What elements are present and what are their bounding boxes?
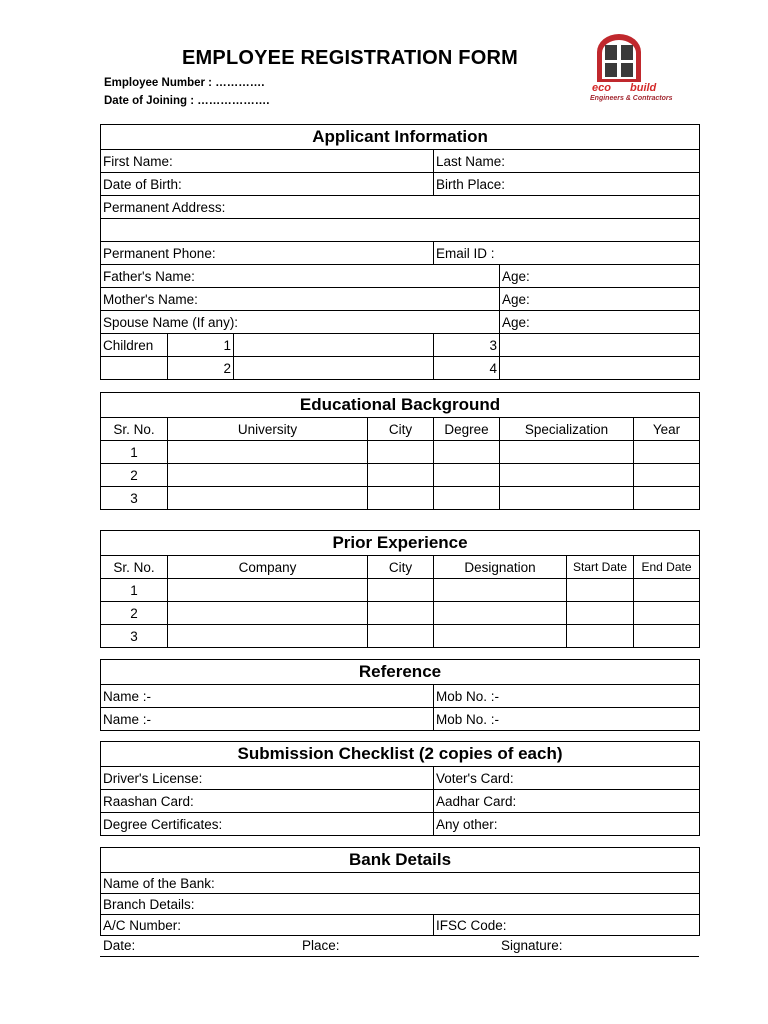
place-field[interactable]: Place: [302,938,340,953]
row-number: 3 [101,487,168,510]
table-cell[interactable] [567,602,634,625]
experience-heading: Prior Experience [101,531,700,556]
table-cell[interactable] [567,579,634,602]
bank-name-field[interactable]: Name of the Bank: [101,873,700,894]
table-row [101,625,700,648]
column-header: Start Date [567,556,634,579]
table-cell[interactable] [434,441,500,464]
table-cell[interactable] [634,487,700,510]
child-1-field[interactable] [234,334,434,357]
bank-heading: Bank Details [101,848,700,873]
table-cell[interactable] [634,464,700,487]
column-header: Year [634,418,700,441]
table-cell[interactable] [368,579,434,602]
raashan-card-field[interactable]: Raashan Card: [101,790,434,813]
father-name-field[interactable]: Father's Name: [101,265,500,288]
father-age-field[interactable]: Age: [500,265,700,288]
company-logo [588,32,696,110]
table-cell[interactable] [434,487,500,510]
column-header: City [368,418,434,441]
reference-table [100,659,700,731]
table-cell[interactable] [168,579,368,602]
ifsc-code-field[interactable]: IFSC Code: [434,915,700,936]
column-header: Degree [434,418,500,441]
phone-field[interactable]: Permanent Phone: [101,242,434,265]
branch-details-field[interactable]: Branch Details: [101,894,700,915]
row-number: 1 [101,441,168,464]
address-line-2[interactable] [101,219,700,242]
table-cell[interactable] [500,487,634,510]
table-cell[interactable] [168,441,368,464]
column-header: Company [168,556,368,579]
table-cell[interactable] [434,625,567,648]
table-cell[interactable] [434,602,567,625]
reference-name-field[interactable]: Name :- [101,685,434,708]
education-heading: Educational Background [101,393,700,418]
any-other-field[interactable]: Any other: [434,813,700,836]
table-cell[interactable] [168,602,368,625]
reference-mobile-field[interactable]: Mob No. :- [434,708,700,731]
checklist-heading: Submission Checklist (2 copies of each) [101,742,700,767]
table-cell[interactable] [168,487,368,510]
table-cell[interactable] [368,602,434,625]
row-number: 2 [101,602,168,625]
table-cell[interactable] [567,625,634,648]
employee-number-field[interactable]: Employee Number : …………. [104,77,265,89]
signature-footer [100,935,699,957]
row-number: 2 [101,464,168,487]
first-name-field[interactable]: First Name: [101,150,434,173]
logo-eco-text: eco [592,82,611,94]
last-name-field[interactable]: Last Name: [434,150,700,173]
address-field[interactable]: Permanent Address: [101,196,700,219]
logo-build-text: build [630,82,657,94]
mother-name-field[interactable]: Mother's Name: [101,288,500,311]
experience-table [100,530,700,648]
date-field[interactable]: Date: [103,938,136,953]
column-header: Sr. No. [101,418,168,441]
signature-field[interactable]: Signature: [501,938,563,953]
row-number: 1 [101,579,168,602]
table-cell[interactable] [368,625,434,648]
child-4-field[interactable] [500,357,700,380]
table-cell[interactable] [168,625,368,648]
applicant-heading: Applicant Information [101,125,700,150]
date-of-joining-field[interactable]: Date of Joining : ………………. [104,95,270,107]
birth-place-field[interactable]: Birth Place: [434,173,700,196]
dob-field[interactable]: Date of Birth: [101,173,434,196]
table-cell[interactable] [634,441,700,464]
drivers-license-field[interactable]: Driver's License: [101,767,434,790]
checklist-table [100,741,700,836]
applicant-information-table [100,124,700,380]
reference-mobile-field[interactable]: Mob No. :- [434,685,700,708]
form-title: EMPLOYEE REGISTRATION FORM [182,47,518,69]
reference-name-field[interactable]: Name :- [101,708,434,731]
column-header: Sr. No. [101,556,168,579]
email-field[interactable]: Email ID : [434,242,700,265]
children-blank-cell [101,357,168,380]
table-cell[interactable] [434,464,500,487]
voters-card-field[interactable]: Voter's Card: [434,767,700,790]
education-table [100,392,700,510]
table-cell[interactable] [500,464,634,487]
child-2-field[interactable] [234,357,434,380]
child-number: 1 [168,334,234,357]
column-header: University [168,418,368,441]
reference-heading: Reference [101,660,700,685]
window-logo-icon [594,32,644,84]
column-header: City [368,556,434,579]
table-row [101,441,700,464]
table-cell[interactable] [368,441,434,464]
logo-tagline: Engineers & Contractors [590,95,673,102]
table-row [101,602,700,625]
mother-age-field[interactable]: Age: [500,288,700,311]
table-cell[interactable] [634,625,700,648]
table-cell[interactable] [368,464,434,487]
spouse-name-field[interactable]: Spouse Name (If any): [101,311,500,334]
child-number: 4 [434,357,500,380]
children-label: Children [101,334,168,357]
degree-certificates-field[interactable]: Degree Certificates: [101,813,434,836]
table-cell[interactable] [634,602,700,625]
child-3-field[interactable] [500,334,700,357]
table-cell[interactable] [634,579,700,602]
table-row [101,579,700,602]
table-cell[interactable] [368,487,434,510]
table-row [101,487,700,510]
child-number: 2 [168,357,234,380]
child-number: 3 [434,334,500,357]
column-header: End Date [634,556,700,579]
account-number-field[interactable]: A/C Number: [101,915,434,936]
aadhar-card-field[interactable]: Aadhar Card: [434,790,700,813]
column-header: Designation [434,556,567,579]
spouse-age-field[interactable]: Age: [500,311,700,334]
row-number: 3 [101,625,168,648]
column-header: Specialization [500,418,634,441]
table-cell[interactable] [500,441,634,464]
table-cell[interactable] [168,464,368,487]
table-row [101,464,700,487]
bank-details-table [100,847,700,936]
table-cell[interactable] [434,579,567,602]
